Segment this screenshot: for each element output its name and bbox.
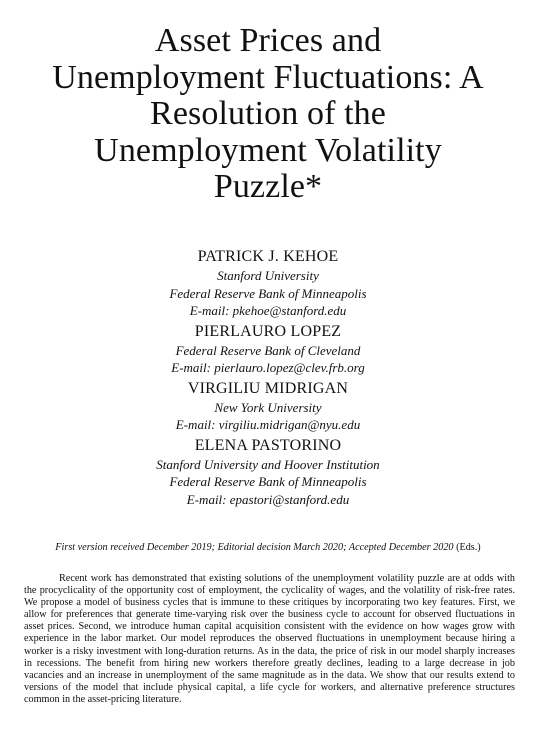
abstract: Recent work has demonstrated that existing solutions of the unemployment volatility puzzle are at odds with the procyclicality of the opportunity cost of employment, the cyclicality of wages, and the volatility of risk-free rates. We propose a model of business cycles that is immune to these critiques by incorporating two key features. First, we allow for preferences that generate time-varying risk over the business cycle to account for observed fluctuations in asset prices. Second, we introduce human capital acquisition consistent with the evidence on how wages grow with experience in the labor market. Our model reproduces the observed fluctuations in unemployment because hiring a worker is a risky investment with long-duration returns. As in the data, the price of risk in our model sharply increases in recessions. The benefit from hiring new workers therefore greatly declines, leading to a large decrease in job vacancies and an increase in unemployment of the same magnitude as in the data. We show that our results extend to versions of the model that include physical capital, a life cycle for workers, and alternative preference structures common in the asset-pricing literature. bbox=[24, 573, 515, 705]
dates-italic: First version received December 2019; Editorial decision March 2020; Accepted December 2020 bbox=[55, 542, 454, 553]
title-line: Unemployment Fluctuations: A bbox=[52, 58, 484, 96]
title-line: Unemployment Volatility bbox=[94, 131, 442, 169]
author-block bbox=[0, 321, 536, 377]
author-affiliation: Federal Reserve Bank of Cleveland bbox=[175, 342, 361, 358]
dates-eds: (Eds.) bbox=[453, 542, 481, 553]
author-block bbox=[0, 246, 536, 320]
author-name: VIRGILIU MIDRIGAN bbox=[187, 379, 349, 397]
author-email: E-mail: pierlauro.lopez@clev.frb.org bbox=[171, 360, 365, 375]
author-affiliation: Federal Reserve Bank of Minneapolis bbox=[169, 285, 367, 301]
author-affiliation: Federal Reserve Bank of Minneapolis bbox=[169, 474, 367, 489]
title-line: Puzzle* bbox=[213, 168, 323, 205]
paper-title bbox=[0, 23, 536, 206]
author-name: ELENA PASTORINO bbox=[194, 436, 342, 454]
author-name: PATRICK J. KEHOE bbox=[197, 248, 339, 265]
author-affiliation: Stanford University bbox=[217, 268, 319, 283]
author-affiliation: Stanford University and Hoover Institution bbox=[156, 456, 380, 472]
title-line: Resolution of the bbox=[150, 95, 386, 132]
author-block bbox=[0, 435, 536, 509]
submission-dates bbox=[0, 541, 536, 555]
author-email: E-mail: epastori@stanford.edu bbox=[186, 491, 350, 507]
author-block bbox=[0, 378, 536, 434]
title-line: Asset Prices and bbox=[154, 22, 382, 59]
author-name: PIERLAURO LOPEZ bbox=[194, 322, 342, 340]
author-email: E-mail: virgiliu.midrigan@nyu.edu bbox=[175, 417, 361, 432]
author-list bbox=[0, 246, 536, 508]
author-email: E-mail: pkehoe@stanford.edu bbox=[189, 303, 347, 318]
author-affiliation: New York University bbox=[214, 399, 322, 415]
